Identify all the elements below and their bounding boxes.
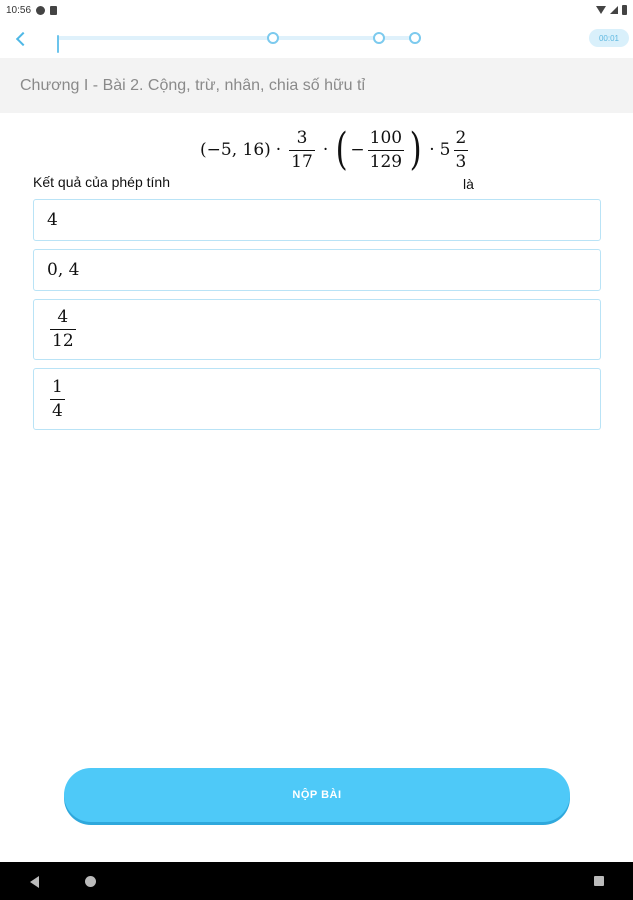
expr-fraction-2 [368, 129, 404, 171]
status-app-icon [36, 6, 45, 15]
timer-badge: 00:01 [589, 29, 629, 47]
option-text: 0, 4 [47, 260, 80, 280]
fraction-numerator: 1 [52, 376, 63, 397]
option-text: 4 [47, 210, 58, 230]
submit-button[interactable]: NỘP BÀI [64, 768, 570, 822]
expr-fraction-1 [289, 129, 315, 171]
answer-option-d[interactable] [33, 368, 601, 430]
answer-option-b[interactable] [33, 249, 601, 291]
wifi-icon [596, 6, 606, 14]
question-prefix: Kết quả của phép tính [33, 174, 170, 190]
expr-dot: · [322, 140, 329, 160]
answer-option-c[interactable] [33, 299, 601, 360]
fraction-numerator: 100 [369, 127, 403, 148]
nav-home-icon[interactable] [85, 876, 96, 887]
progress-start-marker [57, 35, 59, 53]
battery-icon [622, 5, 627, 15]
chapter-title: Chương I - Bài 2. Cộng, trừ, nhân, chia số hữu tỉ [0, 58, 633, 113]
expr-dot: · [275, 140, 282, 160]
right-paren: ) [409, 124, 422, 175]
top-bar [0, 20, 633, 58]
expr-mixed-whole: 5 [439, 140, 451, 160]
fraction-denominator: 12 [52, 331, 74, 351]
expr-term-1: (−5, 16) [200, 140, 271, 160]
expr-minus: − [350, 140, 365, 160]
fraction-denominator: 3 [455, 151, 467, 172]
status-bar [0, 0, 633, 20]
expr-dot: · [429, 140, 435, 160]
fraction-numerator: 2 [455, 127, 467, 148]
back-button[interactable] [8, 26, 34, 52]
question-expression [200, 124, 471, 175]
question-suffix: là [463, 176, 474, 192]
option-fraction [50, 378, 65, 420]
sim-icon [50, 6, 57, 15]
progress-node [267, 32, 279, 44]
option-fraction [50, 308, 76, 350]
expr-fraction-3 [454, 129, 469, 171]
system-nav-bar [0, 862, 633, 900]
fraction-denominator: 17 [291, 151, 313, 172]
left-paren: ( [335, 124, 348, 175]
signal-icon [610, 6, 618, 14]
nav-back-icon[interactable] [30, 876, 39, 888]
question [33, 122, 603, 192]
answer-option-a[interactable] [33, 199, 601, 241]
chevron-left-icon [16, 32, 30, 46]
fraction-denominator: 129 [369, 151, 403, 172]
progress-node [373, 32, 385, 44]
status-left [6, 5, 57, 16]
fraction-numerator: 3 [296, 127, 308, 148]
status-right [596, 5, 627, 15]
fraction-numerator: 4 [57, 307, 69, 328]
progress-node [409, 32, 421, 44]
status-time: 10:56 [6, 4, 32, 16]
nav-recent-apps-icon[interactable] [594, 876, 604, 886]
fraction-denominator: 4 [52, 400, 63, 421]
progress-track [58, 36, 414, 40]
